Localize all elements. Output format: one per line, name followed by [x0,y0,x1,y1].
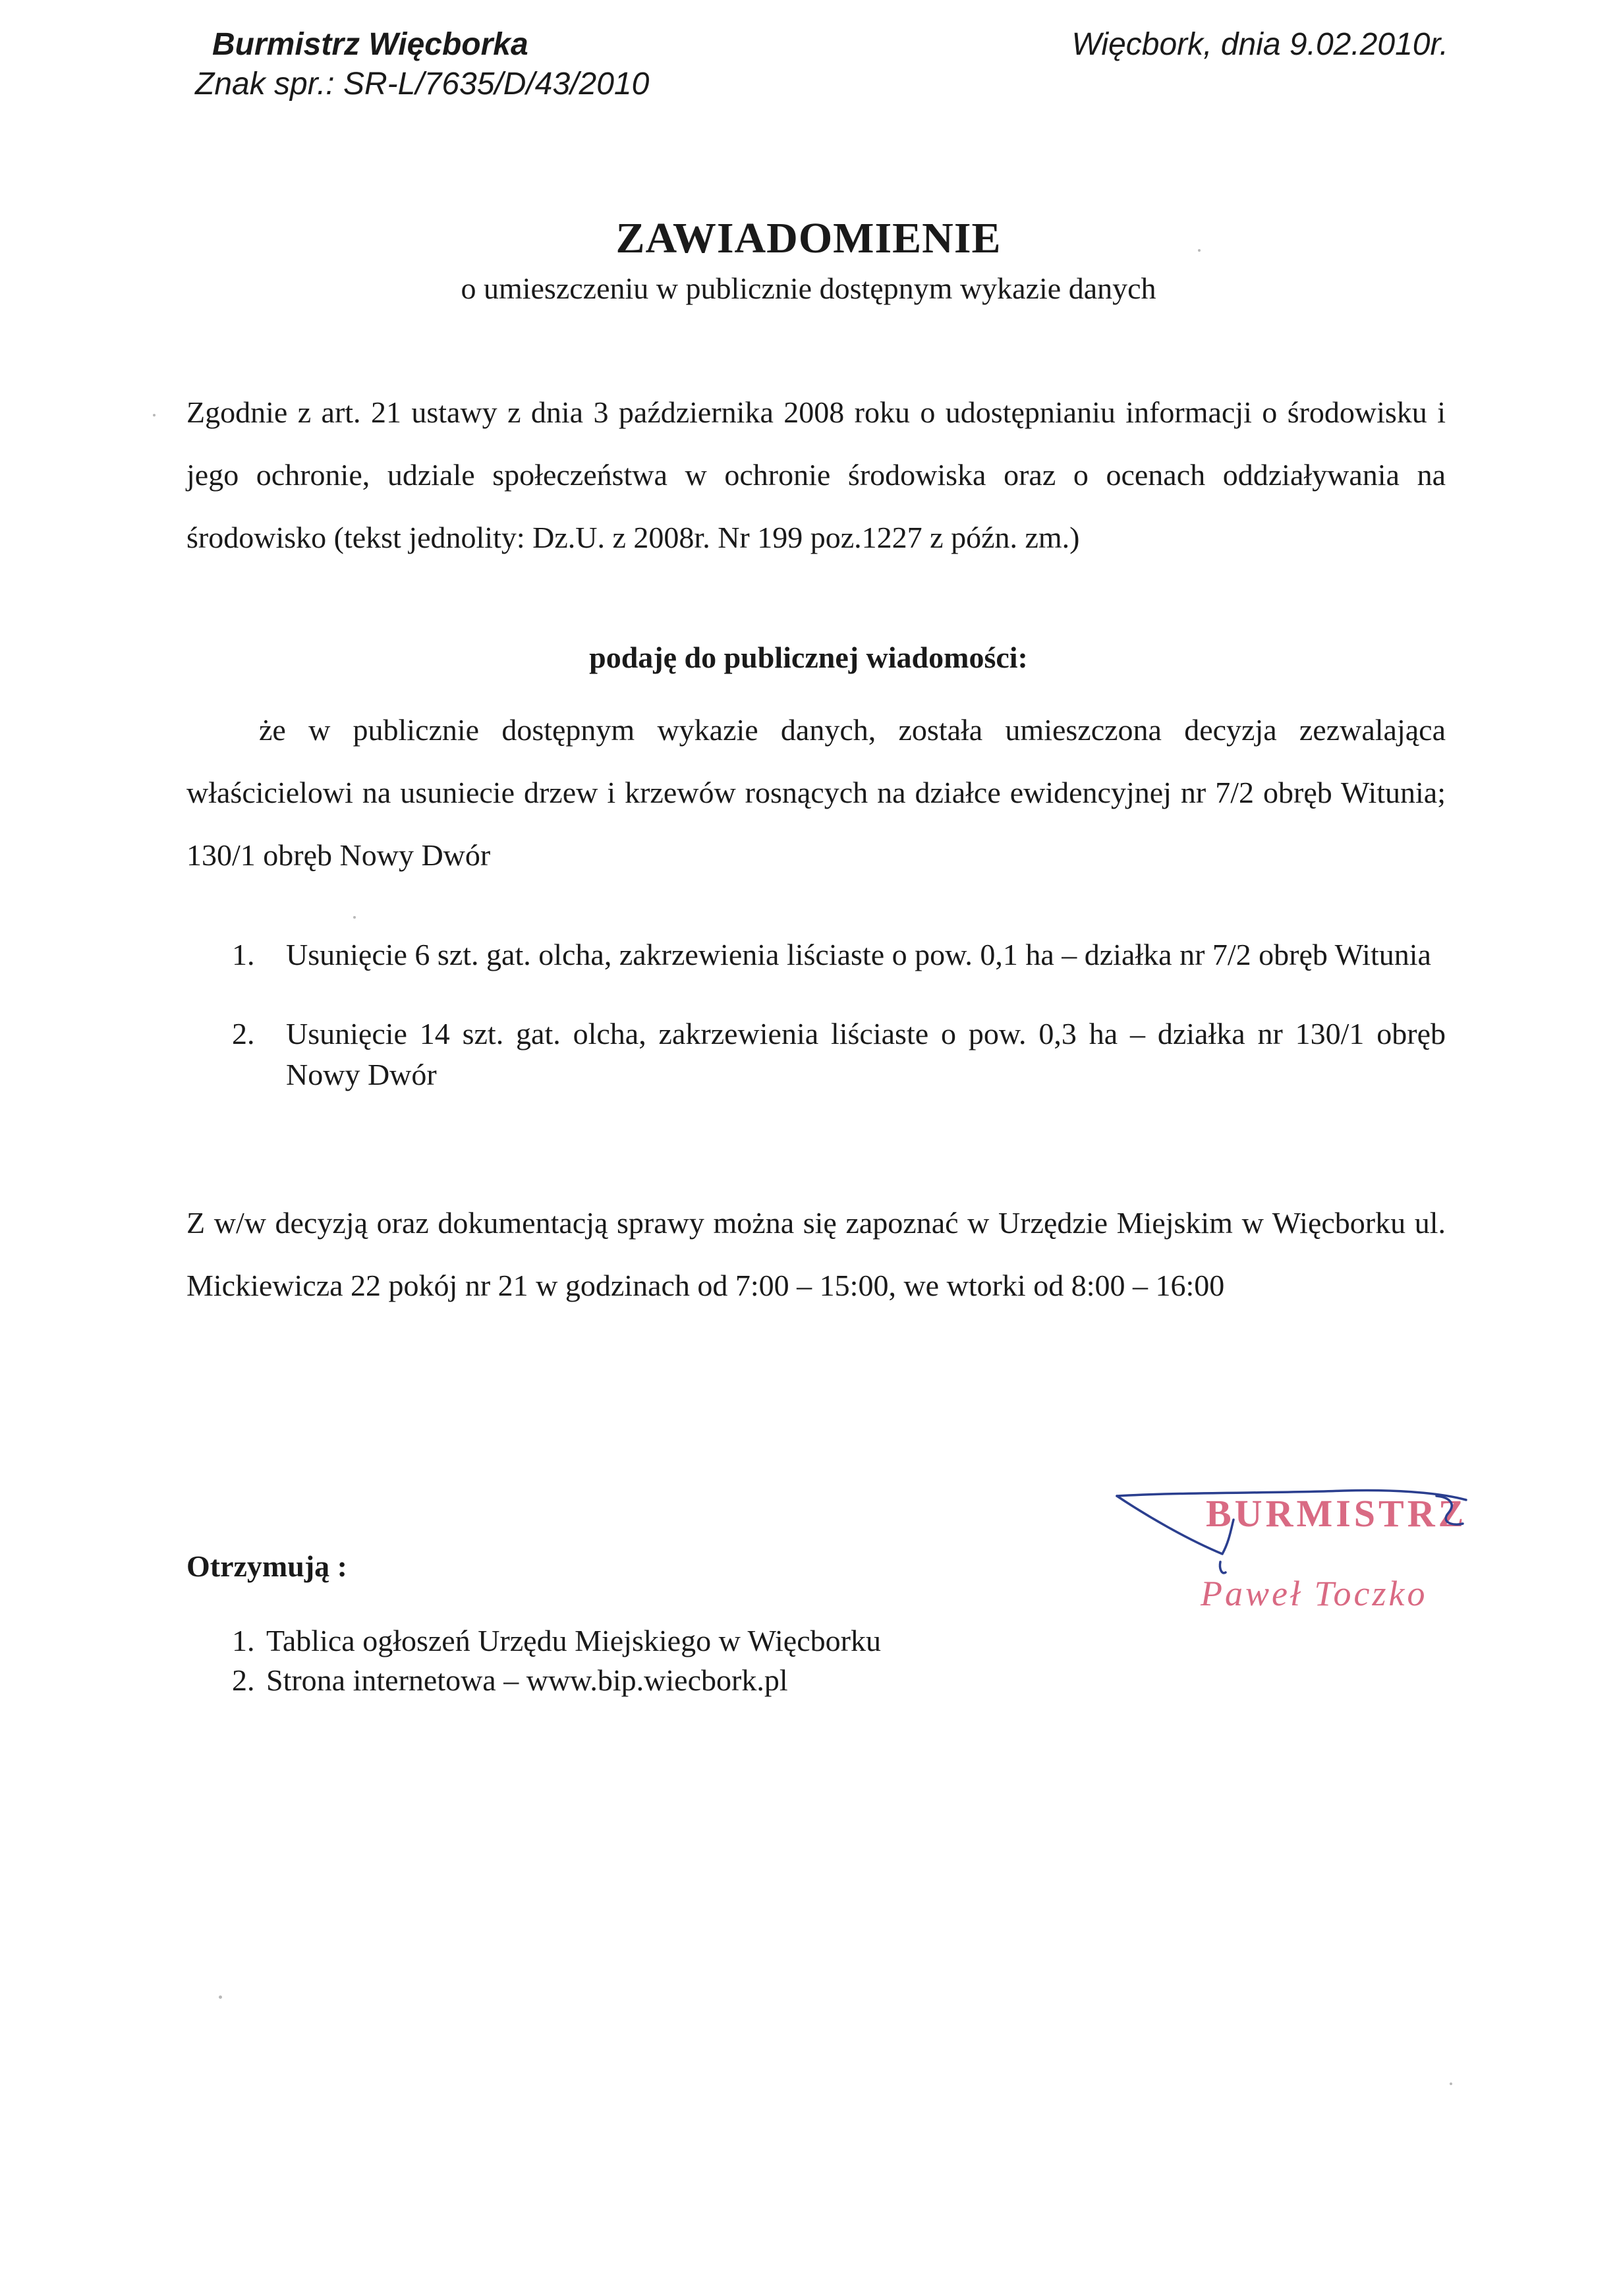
reference-number: Znak spr.: SR-L/7635/D/43/2010 [195,67,650,101]
place-and-date: Więcbork, dnia 9.02.2010r. [1071,27,1448,62]
list-item [232,1014,1446,1095]
scan-speck [1198,249,1201,252]
list-item-number: 1. [232,938,255,971]
recipient-text: Strona internetowa – www.bip.wiecbork.pl [266,1663,788,1697]
list-item [232,934,1446,975]
office-hours-paragraph: Z w/w decyzją oraz dokumentacją sprawy można się zapoznać w Urzędzie Miejskim w Więcborku ul. Mickiewicza 22 pokój nr 21 w godzinach od 7:00 – 15:00, we wtorki od 8:00 – 16:00 [186,1206,1446,1302]
list-item-text: Usunięcie 6 szt. gat. olcha, zakrzewienia liściaste o pow. 0,1 ha – działka nr 7/2 obręb Witunia [286,938,1431,971]
legal-basis-paragraph: Zgodnie z art. 21 ustawy z dnia 3 października 2008 roku o udostępnianiu informacji o środowisku i jego ochronie, udziale społeczeństwa w ochronie środowiska oraz o ocenach oddziaływania na środowisko (tekst jednolity: Dz.U. z 2008r. Nr 199 poz.1227 z późn. zm.) [186,395,1446,554]
announcement-heading: podaję do publicznej wiadomości: [589,641,1028,674]
scan-speck [153,414,156,416]
decision-paragraph: że w publicznie dostępnym wykazie danych, została umieszczona decyzja zezwalająca właścicielowi na usuniecie drzew i krzewów rosnących na działce ewidencyjnej nr 7/2 obręb Witunia; 130/1 obręb Nowy Dwór [186,713,1446,872]
recipients-heading: Otrzymują : [186,1549,347,1583]
list-item-text: Usunięcie 14 szt. gat. olcha, zakrzewienia liściaste o pow. 0,3 ha – działka nr 130/1 obręb Nowy Dwór [286,1017,1446,1091]
recipient-number: 1. [232,1624,255,1657]
signature-icon [1107,1476,1476,1595]
stamp-name: Paweł Toczko [1201,1574,1428,1613]
document-subtitle: o umieszczeniu w publicznie dostępnym wykazie danych [461,272,1156,305]
recipient-number: 2. [232,1663,255,1697]
scan-speck [1450,2082,1452,2085]
scan-speck [219,1995,222,1999]
list-item-number: 2. [232,1017,255,1050]
recipient-item [232,1621,1154,1661]
recipient-item [232,1661,1154,1700]
stamp-title: BURMISTRZ [1206,1492,1467,1535]
scan-speck [353,916,356,919]
issuer-name: Burmistrz Więcborka [212,27,528,62]
recipient-text: Tablica ogłoszeń Urzędu Miejskiego w Więcborku [266,1624,881,1657]
document-title: ZAWIADOMIENIE [615,214,1002,262]
